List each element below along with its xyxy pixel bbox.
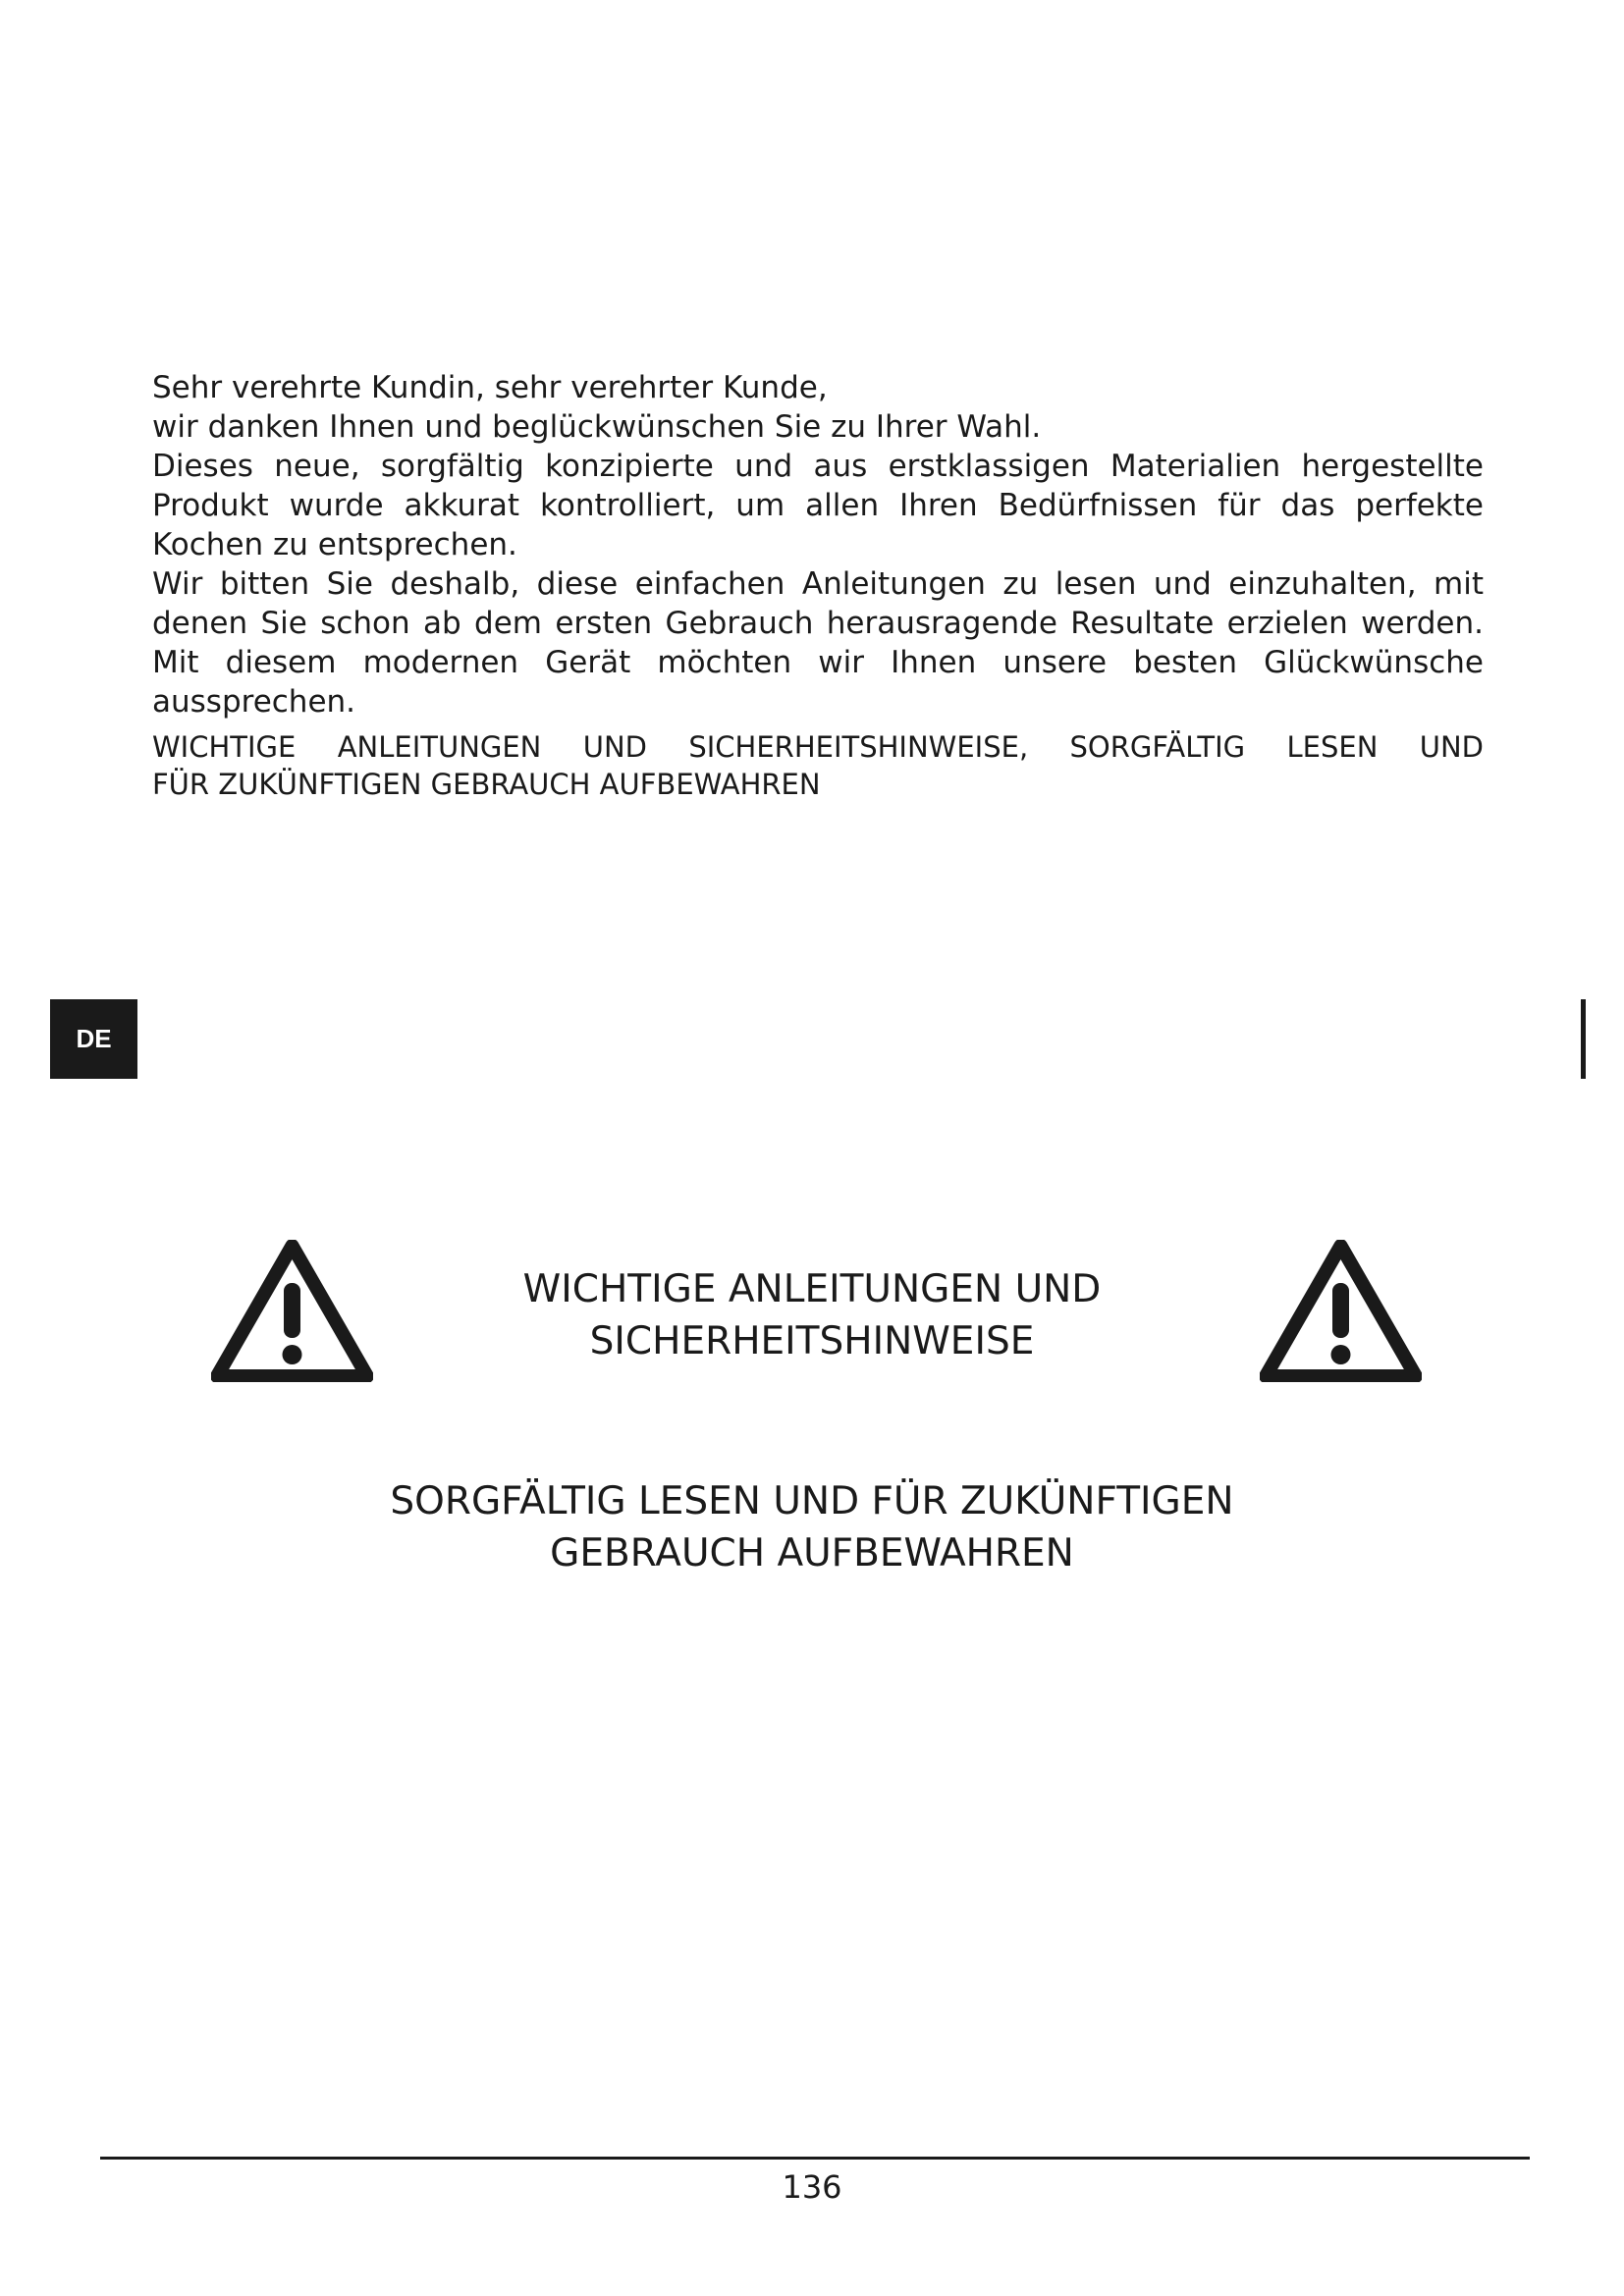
safety-notice-line-2: FÜR ZUKÜNFTIGEN GEBRAUCH AUFBEWAHREN bbox=[152, 768, 821, 801]
safety-heading-line-2: SICHERHEITSHINWEISE bbox=[589, 1319, 1035, 1363]
intro-text bbox=[152, 368, 1484, 721]
keep-instructions-heading bbox=[295, 1475, 1329, 1579]
greeting: Sehr verehrte Kundin, sehr verehrter Kunde, bbox=[152, 370, 828, 405]
safety-notice bbox=[152, 728, 1484, 803]
safety-heading-line-1: WICHTIGE ANLEITUNGEN UND bbox=[522, 1267, 1102, 1311]
safety-notice-line-1: WICHTIGE ANLEITUNGEN UND SICHERHEITSHINWEISE, SORGFÄLTIG LESEN UND bbox=[152, 730, 1484, 764]
footer-divider bbox=[100, 2157, 1530, 2160]
page-edge-marker bbox=[1581, 999, 1586, 1079]
thanks-line: wir danken Ihnen und beglückwünschen Sie zu Ihrer Wahl. bbox=[152, 409, 1042, 445]
safety-heading bbox=[295, 1263, 1329, 1367]
request-paragraph: Wir bitten Sie deshalb, diese einfachen Anleitungen zu lesen und einzuhalten, mit denen Sie schon ab dem ersten Gebrauch herausragende Resultate erzielen werden. Mit diesem modernen Gerät möchten wir Ihnen unsere besten Glückwünsche aussprechen. bbox=[152, 566, 1484, 720]
product-paragraph: Dieses neue, sorgfältig konzipierte und aus erstklassigen Materialien hergestellte Produkt wurde akkurat kontrolliert, um allen Ihren Bedürfnissen für das perfekte Kochen zu entsprechen. bbox=[152, 449, 1484, 562]
keep-instructions-line-1: SORGFÄLTIG LESEN UND FÜR ZUKÜNFTIGEN bbox=[390, 1479, 1234, 1523]
keep-instructions-line-2: GEBRAUCH AUFBEWAHREN bbox=[550, 1531, 1074, 1575]
warning-triangle-icon bbox=[1260, 1240, 1422, 1382]
page-number: 136 bbox=[782, 2168, 842, 2206]
language-tab: DE bbox=[50, 999, 137, 1079]
